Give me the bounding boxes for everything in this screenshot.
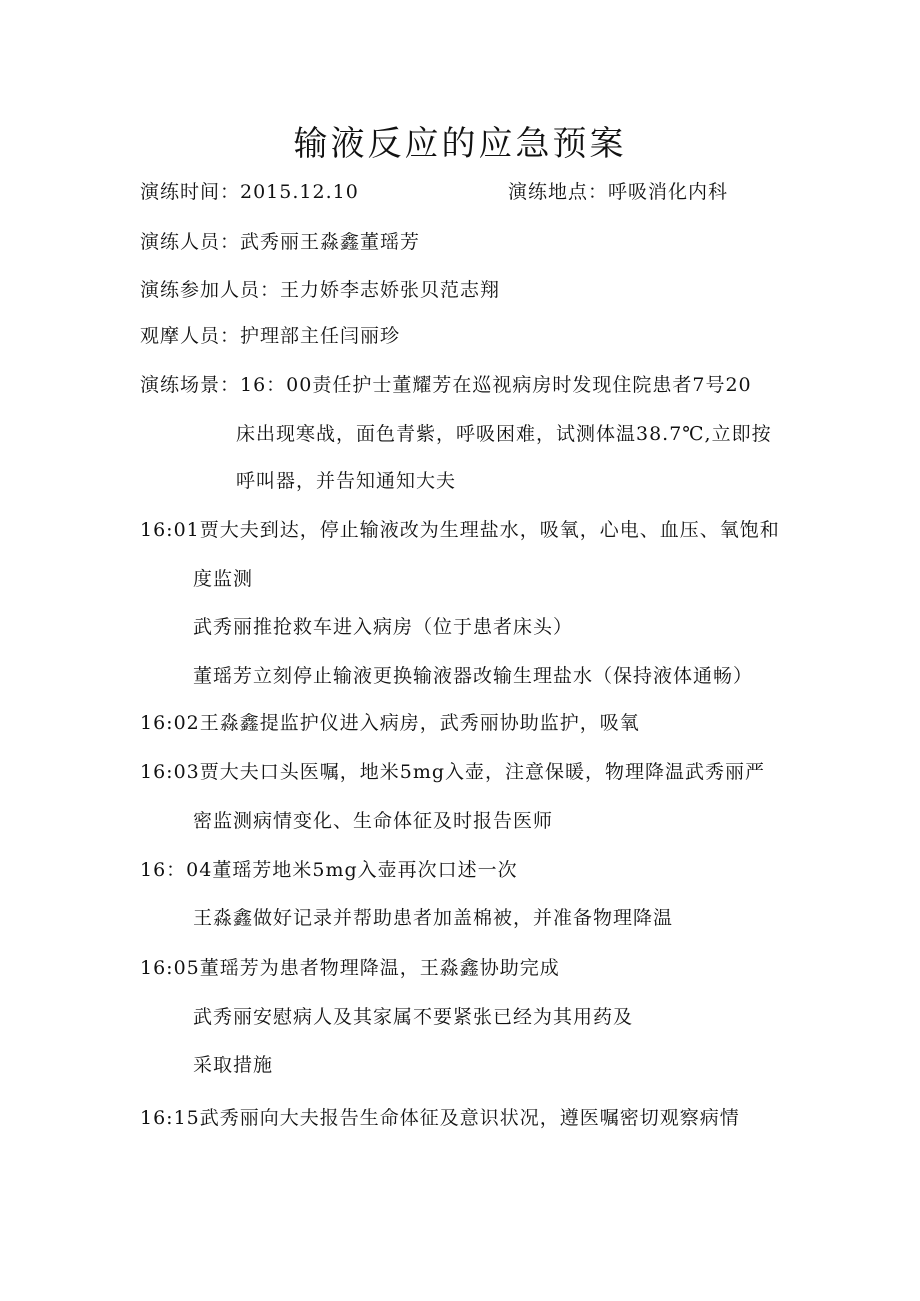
step-1601-detail: 武秀丽推抢救车进入病房（位于患者床头） (193, 616, 574, 638)
step-1615: 16:15武秀丽向大夫报告生命体征及意识状况，遵医嘱密切观察病情 (140, 1107, 740, 1129)
document-title: 输液反应的应急预案 (293, 124, 627, 164)
drill-scenario-cont: 床出现寒战，面色青紫，呼吸困难，试测体温38.7℃,立即按 (236, 423, 772, 445)
step-1605-detail: 武秀丽安慰病人及其家属不要紧张已经为其用药及 (193, 1006, 634, 1028)
drill-participants: 演练参加人员：王力娇李志娇张贝范志翔 (140, 279, 501, 301)
step-1605: 16:05董瑶芳为患者物理降温，王淼鑫协助完成 (140, 957, 560, 979)
drill-time: 演练时间：2015.12.10 (140, 181, 359, 203)
observers: 观摩人员：护理部主任闫丽珍 (140, 325, 401, 347)
step-1602: 16:02王淼鑫提监护仪进入病房，武秀丽协助监护，吸氧 (140, 712, 640, 734)
step-1605-detail-cont: 采取措施 (193, 1054, 274, 1076)
step-1603-cont: 密监测病情变化、生命体征及时报告医师 (193, 810, 554, 832)
step-1601-detail: 董瑶芳立刻停止输液更换输液器改输生理盐水（保持液体通畅） (193, 665, 754, 687)
drill-scenario: 演练场景：16：00责任护士董耀芳在巡视病房时发现住院患者7号20 (140, 374, 752, 396)
step-1603: 16:03贾大夫口头医嘱，地米5mg入壶，注意保暖，物理降温武秀丽严 (140, 761, 766, 783)
drill-personnel: 演练人员：武秀丽王淼鑫董瑶芳 (140, 231, 421, 253)
step-1601: 16:01贾大夫到达，停止输液改为生理盐水，吸氧，心电、血压、氧饱和 (140, 519, 780, 541)
step-1604: 16：04董瑶芳地米5mg入壶再次口述一次 (140, 859, 518, 881)
step-1604-detail: 王淼鑫做好记录并帮助患者加盖棉被，并准备物理降温 (193, 907, 674, 929)
drill-scenario-cont: 呼叫器，并告知通知大夫 (236, 470, 457, 492)
drill-location: 演练地点：呼吸消化内科 (508, 181, 729, 203)
step-1601-cont: 度监测 (193, 568, 254, 590)
